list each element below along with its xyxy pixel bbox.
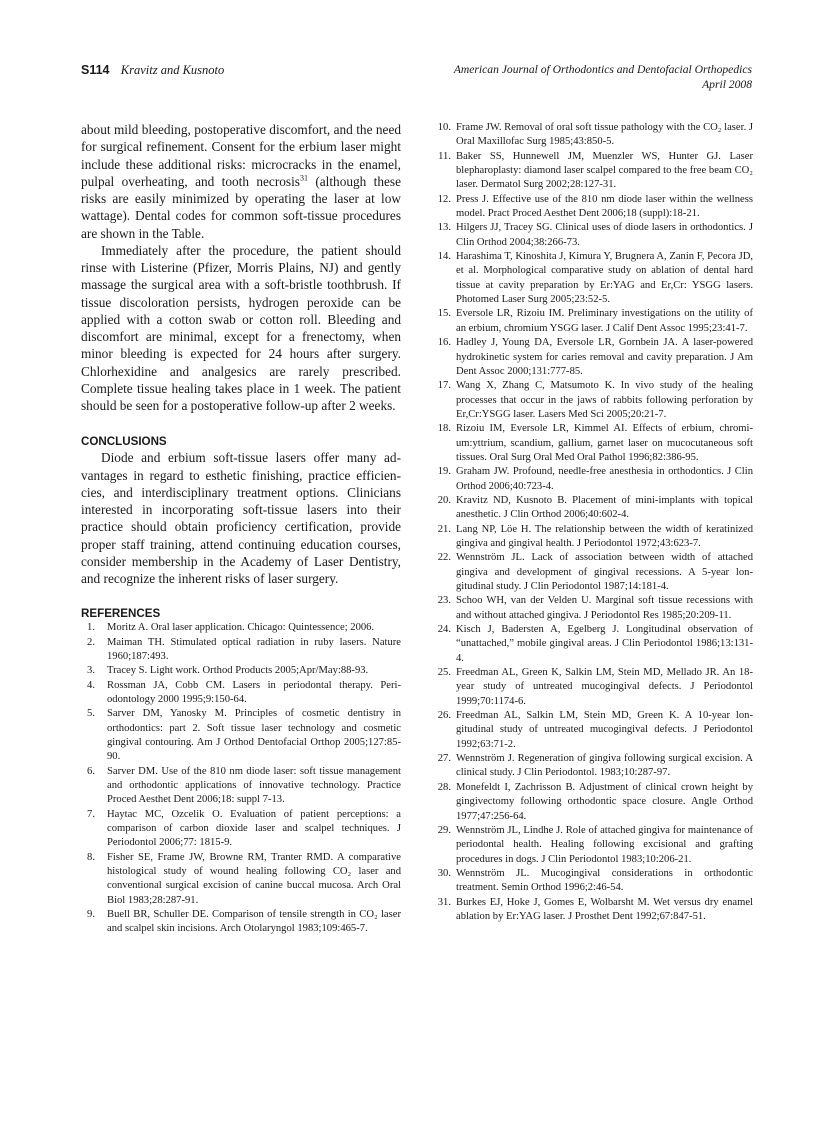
reference-text: Hadley J, Young DA, Eversole LR, Gornbein JA. A laser-powered hydrokinetic system for caries removal and cavity preparation. J Am Dent Assoc 2000;131:777-85. (456, 337, 753, 377)
reference-item (432, 221, 753, 250)
reference-item (432, 709, 753, 752)
reference-item (432, 379, 753, 422)
reference-number: 13. (437, 222, 451, 234)
reference-item (432, 867, 753, 896)
reference-text: Freedman AL, Salkin LM, Stein MD, Green K. A 10-year longitudinal study of untreated mucogingival defects. J Periodontol 1992;63:71-2. (456, 710, 753, 750)
reference-number: 3. (87, 665, 95, 677)
running-header-right (454, 62, 752, 92)
reference-text: Press J. Effective use of the 810 nm diode laser within the wellness model. Pract Proced Aesthet Dent 2006;18 (suppl):18-21. (456, 193, 753, 220)
reference-text: Kisch J, Badersten A, Egelberg J. Longitudinal observation of “unattached,” mobile gingival areas. J Clin Periodontol 1986;13:131-4. (456, 624, 753, 664)
reference-item (432, 666, 753, 709)
reference-text: Sarver DM, Yanosky M. Principles of cosmetic dentistry in orthodontics: part 2. Soft tissue laser technology and cosmetic gingival contouring. Am J Orthod Dentofacial Orthop 2005;127:85-90. (107, 708, 401, 763)
reference-number: 27. (437, 753, 451, 765)
issue-date: April 2008 (702, 78, 752, 91)
reference-text: Sarver DM. Use of the 810 nm diode laser: soft tissue management and orthodontic applications of innovative technology. Practice Proced Aesthet Dent 2006;18: suppl 7-13. (107, 765, 401, 806)
reference-text: Maiman TH. Stimulated optical radiation in ruby lasers. Nature 1960;187:493. (107, 636, 401, 662)
reference-number: 26. (437, 710, 451, 722)
reference-number: 22. (437, 552, 451, 564)
conclusions-paragraph: Diode and erbium soft-tissue lasers offer many advantages in regard to esthetic finishing, practice efficiencies, and interdisciplinary treatment options. Clinicians interested in incorporating soft-tissue lasers into their practice should obtain proficiency certification, provide proper staff training, attend continuing education courses, consider membership in the Academy of Laser Dentistry, and recognize the inherent risks of laser surgery. (81, 450, 401, 586)
reference-number: 8. (87, 851, 95, 863)
reference-item (432, 494, 753, 523)
reference-number: 12. (437, 193, 451, 205)
reference-number: 28. (437, 781, 451, 793)
reference-item (81, 664, 401, 678)
reference-number: 18. (437, 423, 451, 435)
reference-list (81, 621, 401, 937)
reference-number: 24. (437, 624, 451, 636)
reference-text: Frame JW. Removal of oral soft tissue pathology with the CO₂ laser. J Oral Maxillofac Surg 1985;43:850-5. (456, 122, 753, 148)
reference-item (432, 623, 753, 666)
reference-item (432, 896, 753, 925)
reference-text: Schoo WH, van der Velden U. Marginal soft tissue recessions with and without attached gingiva. J Periodontol Res 1985;20:209-11. (456, 595, 753, 621)
reference-number: 29. (437, 824, 451, 836)
reference-item (432, 551, 753, 594)
reference-item (432, 307, 753, 336)
reference-number: 15. (437, 308, 451, 320)
reference-text: Wang X, Zhang C, Matsumoto K. In vivo study of the healing processes that occur in the jaws of rabbits following perforation by Er,Cr:YSGG laser. Lasers Med Sci 2005;20:21-7. (456, 380, 753, 420)
reference-number: 23. (437, 595, 451, 607)
reference-item (432, 781, 753, 824)
reference-text: Wennström J. Regeneration of gingiva following surgical excision. A clinical study. J Clin Periodontol. 1983;10:287-97. (456, 753, 753, 779)
reference-number: 2. (87, 636, 95, 648)
reference-text: Wennström JL, Lindhe J. Role of attached gingiva for maintenance of periodontal health. Healing following excisional and grafting procedures in dogs. J Clin Periodontol 1983;10:206-21. (456, 824, 753, 865)
reference-item (432, 824, 753, 867)
reference-number: 5. (87, 708, 95, 720)
reference-text: Freedman AL, Green K, Salkin LM, Stein MD, Mellado JR. An 18-year study of untreated mucogingival defects. J Periodontol 1999;70:1174-6. (456, 667, 753, 707)
reference-number: 6. (87, 765, 95, 777)
reference-text: Monefeldt I, Zachrisson B. Adjustment of clinical crown height by gingivectomy following orthodontic space closure. Angle Orthod 1977;47:256-64. (456, 781, 753, 822)
reference-list (432, 121, 753, 924)
reference-text: Kravitz ND, Kusnoto B. Placement of mini-implants with topical anesthetic. J Clin Orthod 2006;40:602-4. (456, 494, 753, 521)
reference-text: Wennström JL. Mucogingival considerations in orthodontic treatment. Semin Orthod 1996;2:46-54. (456, 867, 753, 894)
reference-text: Graham JW. Profound, needle-free anesthesia in orthodontics. J Clin Orthod 2006;40:723-4. (456, 466, 753, 492)
reference-text: Burkes EJ, Hoke J, Gomes E, Wolbarsht M. Wet versus dry enamel ablation by Er:YAG laser. J Prosthet Dent 1992;67:847-51. (456, 896, 753, 922)
reference-item (432, 422, 753, 465)
reference-number: 19. (437, 466, 451, 478)
reference-text: Lang NP, Löe H. The relationship between the width of keratinized gingiva and gingival health. J Periodontol 1972;43:623-7. (456, 523, 753, 549)
reference-text: Rossman JA, Cobb CM. Lasers in periodontal therapy. Periodontology 2000 1995;9:150-64. (107, 679, 401, 705)
running-authors: Kravitz and Kusnoto (120, 63, 225, 77)
references-heading: REFERENCES (81, 607, 161, 621)
body-paragraph (81, 121, 401, 242)
reference-number: 9. (87, 909, 95, 921)
reference-item (432, 121, 753, 150)
reference-number: 21. (437, 523, 451, 535)
reference-text: Hilgers JJ, Tracey SG. Clinical uses of diode lasers in orthodontics. J Clin Orthod 2004;38:266-73. (456, 222, 753, 248)
reference-number: 17. (437, 380, 451, 392)
reference-item (81, 765, 401, 808)
reference-item (432, 465, 753, 494)
conclusions-heading: CONCLUSIONS (81, 435, 167, 449)
reference-item (81, 679, 401, 708)
paragraph-text: (although these risks are easily minimized by operating the laser at low wattage). Dental codes for common soft-tissue procedures are shown in the Table. (81, 173, 401, 241)
body-paragraph: Immediately after the procedure, the patient should rinse with Listerine (Pfizer, Morris Plains, NJ) and gently massage the surgical area with a soft-bristle toothbrush. If tissue discoloration persists, hydrogen peroxide can be applied with a cotton swab or cotton roll. Bleeding and discomfort are minimal, except for a frenectomy, when minor bleeding is expected for 24 hours after surgery. Chlorhexidine and analgesics are rarely prescribed. Complete tissue healing takes place in 1 week. The patient should be seen for a postoperative follow-up after 2 weeks. (81, 242, 401, 413)
reference-item (432, 752, 753, 781)
reference-text: Haytac MC, Ozcelik O. Evaluation of patient perceptions: a comparison of carbon dioxide laser and scalpel techniques. J Periodontol 2006;77: 1815-9. (107, 808, 401, 849)
reference-item (81, 621, 401, 635)
reference-number: 16. (437, 337, 451, 349)
reference-item (81, 851, 401, 908)
reference-number: 20. (437, 494, 451, 506)
reference-item (81, 707, 401, 764)
reference-item (432, 250, 753, 307)
left-column (81, 121, 401, 937)
reference-number: 11. (438, 150, 451, 162)
page-number: S114 (81, 63, 110, 77)
reference-text: Eversole LR, Rizoiu IM. Preliminary investigations on the utility of an erbium, chromium YSGG laser. J Calif Dent Assoc 1995;23:41-7. (456, 308, 753, 334)
reference-number: 7. (87, 808, 95, 820)
reference-item (432, 336, 753, 379)
reference-text: Moritz A. Oral laser application. Chicago: Quintessence; 2006. (107, 622, 375, 634)
reference-number: 1. (87, 622, 95, 634)
citation-superscript: 31 (299, 173, 308, 183)
reference-text: Buell BR, Schuller DE. Comparison of tensile strength in CO₂ laser and scalpel skin incisions. Arch Otolaryngol 1983;109:465-7. (107, 909, 401, 935)
reference-number: 30. (437, 867, 451, 879)
journal-title: American Journal of Orthodontics and Dentofacial Orthopedics (453, 63, 752, 76)
reference-item (81, 636, 401, 665)
reference-text: Fisher SE, Frame JW, Browne RM, Tranter RMD. A comparative histological study of wound healing following CO₂ laser and conventional surgical excision of canine buccal mucosa. Arch Oral Biol 1983;28:287-91. (107, 851, 401, 906)
reference-text: Baker SS, Hunnewell JM, Muenzler WS, Hunter GJ. Laser blepharoplasty: diamond laser scalpel compared to the free beam CO₂ laser. Dermatol Surg 2002;28:127-31. (456, 150, 753, 191)
right-column (432, 121, 753, 924)
reference-text: Wennström JL. Lack of association between width of attached gingiva and development of gingival recessions. A 5-year longitudinal study. J Clin Periodontol 1987;14:181-4. (456, 552, 753, 592)
reference-number: 10. (437, 122, 451, 133)
reference-text: Tracey S. Light work. Orthod Products 2005;Apr/May:88-93. (107, 665, 369, 677)
reference-number: 14. (437, 251, 451, 263)
reference-item (81, 808, 401, 851)
paragraph-text: about mild bleeding, postoperative discomfort, and the need for surgical refinement. Consent for the erbium laser might include these additional risks: microcracks in the enamel, pulpal overheating, and tooth necrosis (81, 122, 401, 189)
reference-item (432, 193, 753, 222)
reference-item (81, 908, 401, 937)
reference-number: 25. (437, 667, 451, 679)
reference-text: Rizoiu IM, Eversole LR, Kimmel AI. Effects of erbium, chromium:yttrium, scandium, gallium, garnet laser on mucocutaneous soft tissues. Oral Surg Oral Med Oral Pathol 1996;82:386-95. (456, 423, 753, 463)
reference-item (432, 523, 753, 552)
reference-number: 4. (87, 679, 95, 691)
reference-number: 31. (437, 896, 451, 908)
reference-item (432, 150, 753, 193)
reference-item (432, 594, 753, 623)
running-header-left (81, 62, 224, 78)
reference-text: Harashima T, Kinoshita J, Kimura Y, Brugnera A, Zanin F, Pecora JD, et al. Morphological comparative study on ablation of dental hard tissue at cavity preparation by Er:YAG and Er,Cr: YSGG lasers. Photomed Laser Surg 2005;23:52-5. (456, 251, 753, 306)
